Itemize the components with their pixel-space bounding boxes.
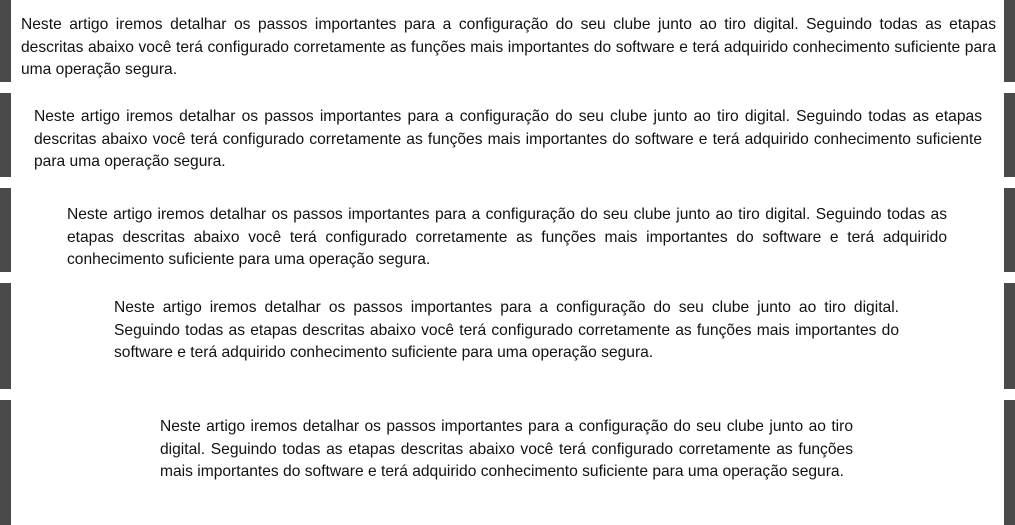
text-panel-5 xyxy=(0,400,1015,525)
article-intro-paragraph: Neste artigo iremos detalhar os passos importantes para a configuração do seu clube junto ao tiro digital. Seguindo todas as etapas descritas abaixo você terá configurado corretamente as funções mais importantes do software e terá adquirido conhecimento suficiente para uma operação segura. xyxy=(21,16,996,78)
text-panel-3 xyxy=(0,188,1015,272)
article-intro-paragraph: Neste artigo iremos detalhar os passos importantes para a configuração do seu clube junto ao tiro digital. Seguindo todas as etapas descritas abaixo você terá configurado corretamente as funções mais importantes do software e terá adquirido conhecimento suficiente para uma operação segura. xyxy=(160,418,853,480)
article-intro-paragraph: Neste artigo iremos detalhar os passos importantes para a configuração do seu clube junto ao tiro digital. Seguindo todas as etapas descritas abaixo você terá configurado corretamente as funções mais importantes do software e terá adquirido conhecimento suficiente para uma operação segura. xyxy=(67,206,947,268)
article-intro-paragraph: Neste artigo iremos detalhar os passos importantes para a configuração do seu clube junto ao tiro digital. Seguindo todas as etapas descritas abaixo você terá configurado corretamente as funções mais importantes do software e terá adquirido conhecimento suficiente para uma operação segura. xyxy=(114,299,899,361)
text-panel-4 xyxy=(0,283,1015,389)
text-panel-1 xyxy=(0,0,1015,82)
article-intro-paragraph: Neste artigo iremos detalhar os passos importantes para a configuração do seu clube junto ao tiro digital. Seguindo todas as etapas descritas abaixo você terá configurado corretamente as funções mais importantes do software e terá adquirido conhecimento suficiente para uma operação segura. xyxy=(34,108,982,170)
text-panel-2 xyxy=(0,93,1015,177)
